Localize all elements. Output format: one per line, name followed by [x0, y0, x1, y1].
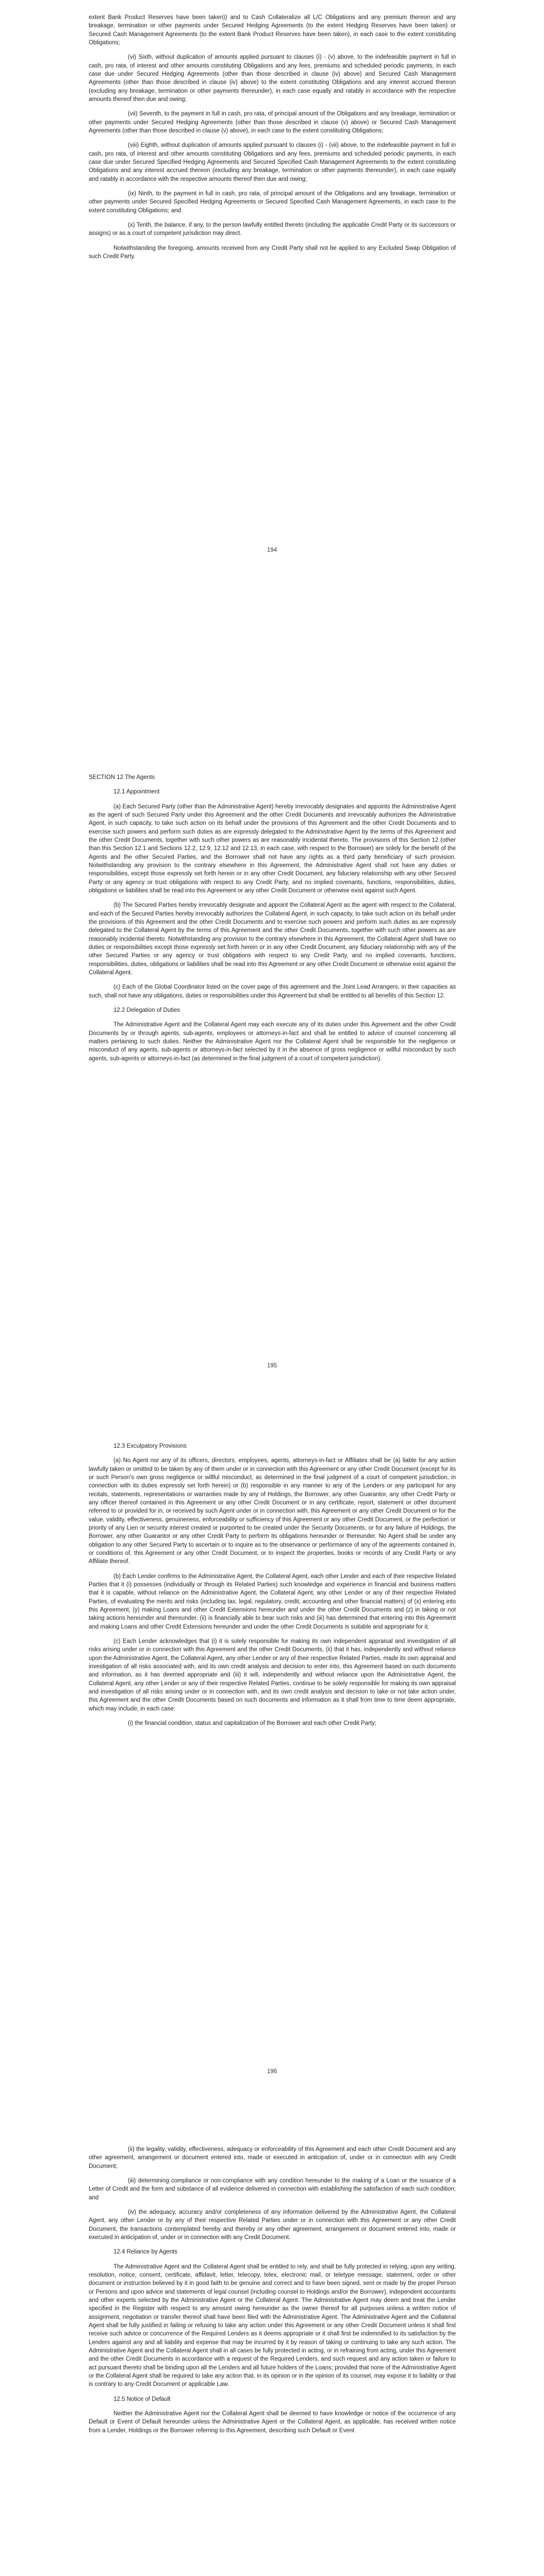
notice-of-default-paragraph: Neither the Administrative Agent nor the Collateral Agent shall be deemed to have knowledge or notice of the occurrence of any Default or Event of Default hereunder unless the Administrative Agent or the Collateral Agent, as applicable, has received written notice from a Lender, Holdings or the Borrower referring to this Agreement, describing such Default or Event — [89, 2410, 456, 2434]
exculpatory-paragraph-b: (b) Each Lender confirms to the Administrative Agent, the Collateral Agent, each other Lender and each of their respective Related Parties that it (i) possesses (individually or through its Related Parties) such knowledge and experience in financial and business matters that it is capable, without reliance on the Administrative Agent, the Collateral Agent, any other Lender or any of their respective Related Parties, of evaluating the merits and risks (including tax, legal, regulatory, credit, accounting and other financial matters) of (x) entering into this Agreement, (y) making Loans and other Credit Extensions hereunder and under the other Credit Documents and (z) in taking or not taking actions hereunder and thereunder, (ii) is financially able to bear such risks and (iii) has determined that entering into this Agreement and making Loans and other Credit Extensions hereunder and under the other Credit Documents is suitable and appropriate for it. — [89, 1573, 456, 1630]
exculpatory-item-i: (i) the financial condition, status and capitalization of the Borrower and each other Credit Party; — [128, 1720, 376, 1726]
clause-ix-ninth: (ix) Ninth, to the payment in full in cash, pro rata, of principal amount of the Obligations and any breakage, termination or other payments under Secured Specified Hedging Agreements or Secured Specified Cash Management Agreements, in each case to the extent constituting Obligations; and — [89, 190, 456, 214]
excluded-swap-paragraph: Notwithstanding the foregoing, amounts received from any Credit Party shall not be applied to any Excluded Swap Obligation of such Credit Party. — [89, 245, 456, 260]
exculpatory-paragraph-a: (a) No Agent nor any of its officers, directors, employees, agents, attorneys-in-fact or Affiliates shall be (a) liable for any action lawfully taken or omitted to be taken by any of them under or in connection with this Agreement or any other Credit Document (except for its or such Person’s own gross negligence or willful misconduct, as determined in the final judgment of a court of competent jurisdiction, in connection with its duties expressly set forth herein) or (b) responsible in any manner to any of the Lenders or any participant for any recitals, statements, representations or warranties made by any of Holdings, the Borrower, any other Guarantor, any other Credit Party or any officer thereof contained in this Agreement or any other Credit Document or in any certificate, report, statement or other document referred to or provided for in, or received by such Agent under or in connection with, this Agreement or any other Credit Document or for the value, validity, effectiveness, genuineness, enforceability or sufficiency of this Agreement or any other Credit Document, or the perfection or priority of any Lien or security interest created or purported to be created under the Security Documents, or for any failure of Holdings, the Borrower, any other Guarantor or any other Credit Party to perform its obligations hereunder or thereunder. No Agent shall be under any obligation to any other Secured Party to ascertain or to inquire as to the observance or performance of any of the agreements contained in, or conditions of, this Agreement or any other Credit Document, or to inspect the properties, books or records of any Credit Party or any Affiliate thereof. — [89, 1458, 456, 1565]
delegation-paragraph: The Administrative Agent and the Collateral Agent may each execute any of its duties under this Agreement and the other Credit Documents by or through agents, sub-agents, employees or attorneys-in-fact and shall be entitled to advice of counsel concerning all matters pertaining to such duties. Neither the Administrative Agent nor the Collateral Agent shall be responsible for the negligence or misconduct of any agents, sub-agents or attorneys-in-fact selected by it in the absence of gross negligence or willful misconduct by such agents, sub-agents or attorneys-in-fact (as determined in the final judgment of a court of competent jurisdiction). — [89, 1022, 456, 1062]
clause-vi-sixth: (vi) Sixth, without duplication of amounts applied pursuant to clauses (i) - (v) above, to the indefeasible payment in full in cash, pro rata, of interest and other amounts constituting Obligations and any fees, premiums and scheduled periodic payments, in each case due under Secured Hedging Agreements (other than those described in clause (iv) above) and Secured Cash Management Agreements (other than those described in clause (iv) above) to the extent constituting Obligations and any interest accrued thereon (excluding any breakage, termination or other payments thereunder), in each case equally and ratably in accordance with the respective amounts thereof then due and owing; — [89, 54, 456, 103]
page-body — [89, 773, 456, 1069]
document-page-197 — [0, 2110, 544, 2576]
exculpatory-item-iv: (iv) the adequacy, accuracy and/or completeness of any information delivered by the Administrative Agent, the Collateral Agent, any other Lender or by any of their respective Related Parties under or in connection with this Agreement or any other Credit Document, the transactions contemplated hereby and thereby or any other agreement, arrangement or document entered into, made or executed in anticipation of, under or in connection with any Credit Document. — [89, 2209, 456, 2241]
exculpatory-item-ii: (ii) the legality, validity, effectiveness, adequacy or enforceability of this Agreement and each other Credit Document and any other agreement, arrangement or document entered into, made or executed in anticipation of, under or in connection with any Credit Document; — [89, 2146, 456, 2170]
subsection-heading-notice-of-default: 12.5 Notice of Default — [113, 2396, 171, 2402]
page-body — [89, 13, 456, 267]
subsection-heading-reliance: 12.4 Reliance by Agents — [113, 2249, 178, 2256]
page-number: 194 — [267, 547, 277, 553]
document-page-194 — [0, 0, 544, 703]
page-number: 196 — [267, 2069, 277, 2075]
subsection-heading-appointment: 12.1 Appointment — [113, 789, 160, 795]
clause-vii-seventh: (vii) Seventh, to the payment in full in cash, pro rata, of principal amount of the Obligations and any breakage, termination or other payments under Secured Hedging Agreements (other than those described in clause (v) above) or Secured Cash Management Agreements (other than those described in clause (v) above), in each case to the extent constituting Obligations; — [89, 111, 456, 134]
document-page-195 — [0, 703, 544, 1406]
exculpatory-paragraph-c: (c) Each Lender acknowledges that (i) it is solely responsible for making its own independent appraisal and investigation of all risks arising under or in connection with this Agreement and the other Credit Documents, (ii) that it has, independently and without reliance upon the Administrative Agent, the Collateral Agent, any other Lender or any of their respective Related Parties, made its own appraisal and investigation of all risks associated with, and its own credit analysis and decision to enter into, this Agreement based on such documents and information, as it has deemed appropriate and (iii) it will, independently and without reliance upon the Administrative Agent, the Collateral Agent, any other Lender or any of their respective Related Parties, continue to be solely responsible for making its own appraisal and investigation of all risks arising under or in connection with, and its own credit analysis and decision to take or not take action under, this Agreement and the other Credit Documents based on such documents and information as it shall from time to time deem appropriate, which may include, in each case: — [89, 1638, 456, 1712]
clause-x-tenth: (x) Tenth, the balance, if any, to the person lawfully entitled thereto (including the applicable Credit Party or its successors or assigns) or as a court of competent jurisdiction may direct. — [89, 222, 456, 237]
appointment-paragraph-b: (b) The Secured Parties hereby irrevocably designate and appoint the Collateral Agent as the agent with respect to the Collateral, and each of the Secured Parties hereby irrevocably authorizes the Collateral Agent, in such capacity, to take such action on its behalf under the provisions of this Agreement and the other Credit Documents and to exercise such powers and perform such duties as are expressly delegated to the Collateral Agent by the terms of this Agreement and the other Credit Documents, together with such other powers as are reasonably incidental thereto. Notwithstanding any provision to the contrary elsewhere in this Agreement, the Collateral Agent shall have no duties or responsibilities except those expressly set forth herein or in any other Credit Document, any fiduciary relationship with any of the other Secured Parties or any agency or trust obligations with respect to any Credit Party, and no implied covenants, functions, responsibilities, duties, obligations or liabilities shall be read into this Agreement or any other Credit Document or otherwise exist against the Collateral Agent. — [89, 902, 456, 976]
appointment-paragraph-a: (a) Each Secured Party (other than the Administrative Agent) hereby irrevocably designates and appoints the Administrative Agent as the agent of such Secured Party under this Agreement and the other Credit Documents and irrevocably authorizes the Administrative Agent, in such capacity, to take such action on its behalf under the provisions of this Agreement and the other Credit Documents and to exercise such powers and perform such duties as are expressly delegated to the Administrative Agent by the terms of this Agreement and the other Credit Documents, together with such other powers as are reasonably incidental thereto. The provisions of this Section 12 (other than this Section 12.1 and Sections 12.2, 12.9, 12.12 and 12.13, in each case, with respect to the Borrower) are solely for the benefit of the Agents and the other Secured Parties, and the Borrower shall not have any rights as a third party beneficiary of such provision. Notwithstanding any provision to the contrary elsewhere in this Agreement, the Administrative Agent shall not have any duties or responsibilities, except those expressly set forth herein or in any other Credit Document, any fiduciary relationship with any other Secured Party or any agency or trust obligations with respect to any Credit Party, and no implied covenants, functions, responsibilities, duties, obligations or liabilities shall be read into this Agreement or any other Credit Document or otherwise exist against such Agent. — [89, 803, 456, 894]
clause-viii-eighth: (viii) Eighth, without duplication of amounts applied pursuant to clauses (i) - (vii) above, to the indefeasible payment in full in cash, pro rata, of interest and other amounts constituting Obligations and any fees, premiums and scheduled periodic payments, in each case due under Secured Specified Hedging Agreements and Secured Specified Cash Management Agreements to the extent constituting Obligations and any interest accrued thereon (excluding any breakage, termination or other payments thereunder), in each case equally and ratably in accordance with the respective amounts thereof then due and owing; — [89, 142, 456, 182]
waterfall-continuation-paragraph: extent Bank Product Reserves have been taken)) and to Cash Collateralize all L/C Obligations and any premium thereon and any breakage, termination or other payments under Secured Hedging Agreements (to the extent Hedging Reserves have been taken) or Secured Cash Management Agreements (to the extent Bank Product Reserves have been taken), in each case to the extent constituting Obligations; — [89, 14, 456, 46]
subsection-heading-exculpatory: 12.3 Exculpatory Provisions — [113, 1443, 187, 1449]
page-body — [89, 1442, 456, 1734]
page-body — [89, 2145, 456, 2441]
document-page-196 — [0, 1406, 544, 2110]
page-number: 195 — [267, 1363, 277, 1369]
subsection-heading-delegation: 12.2 Delegation of Duties — [113, 1007, 180, 1013]
reliance-paragraph: The Administrative Agent and the Collateral Agent shall be entitled to rely, and shall be fully protected in relying, upon any writing, resolution, notice, consent, certificate, affidavit, letter, telecopy, telex, electronic mail, or teletype message, statement, order or other document or instruction believed by it in good faith to be genuine and correct and to have been signed, sent or made by the proper Person or Persons and upon advice and statements of legal counsel (including counsel to Holdings and/or the Borrower), independent accountants and other experts selected by the Administrative Agent or the Collateral Agent. The Administrative Agent may deem and treat the Lender specified in the Register with respect to any amount owing hereunder as the owner thereof for all purposes unless a written notice of assignment, negotiation or transfer thereof shall have been filed with the Administrative Agent. The Administrative Agent and the Collateral Agent shall be fully justified in failing or refusing to take any action under this Agreement or any other Credit Document unless it shall first receive such advice or concurrence of the Required Lenders as it deems appropriate or it shall first be indemnified to its satisfaction by the Lenders against any and all liability and expense that may be incurred by it by reason of taking or continuing to take any such action. The Administrative Agent and the Collateral Agent shall in all cases be fully protected in acting, or in refraining from acting, under this Agreement and the other Credit Documents in accordance with a request of the Required Lenders, and such request and any action taken or failure to act pursuant thereto shall be binding upon all the Lenders and all future holders of the Loans; provided that none of the Administrative Agent or the Collateral Agent shall be required to take any action that, in its opinion or in the opinion of its counsel, may expose it to liability or that is contrary to any Credit Document or applicable Law. — [89, 2263, 456, 2388]
appointment-paragraph-c: (c) Each of the Global Coordinator listed on the cover page of this agreement and the Joint Lead Arrangers, in their capacities as such, shall not have any obligations, duties or responsibilities under this Agreement but shall be entitled to all benefits of this Section 12. — [89, 984, 456, 999]
exculpatory-item-iii: (iii) determining compliance or non-compliance with any condition hereunder to the making of a Loan or the issuance of a Letter of Credit and the form and substance of all evidence delivered in connection with establishing the satisfaction of each such condition; and — [89, 2177, 456, 2201]
section-heading: SECTION 12 The Agents — [89, 774, 155, 781]
